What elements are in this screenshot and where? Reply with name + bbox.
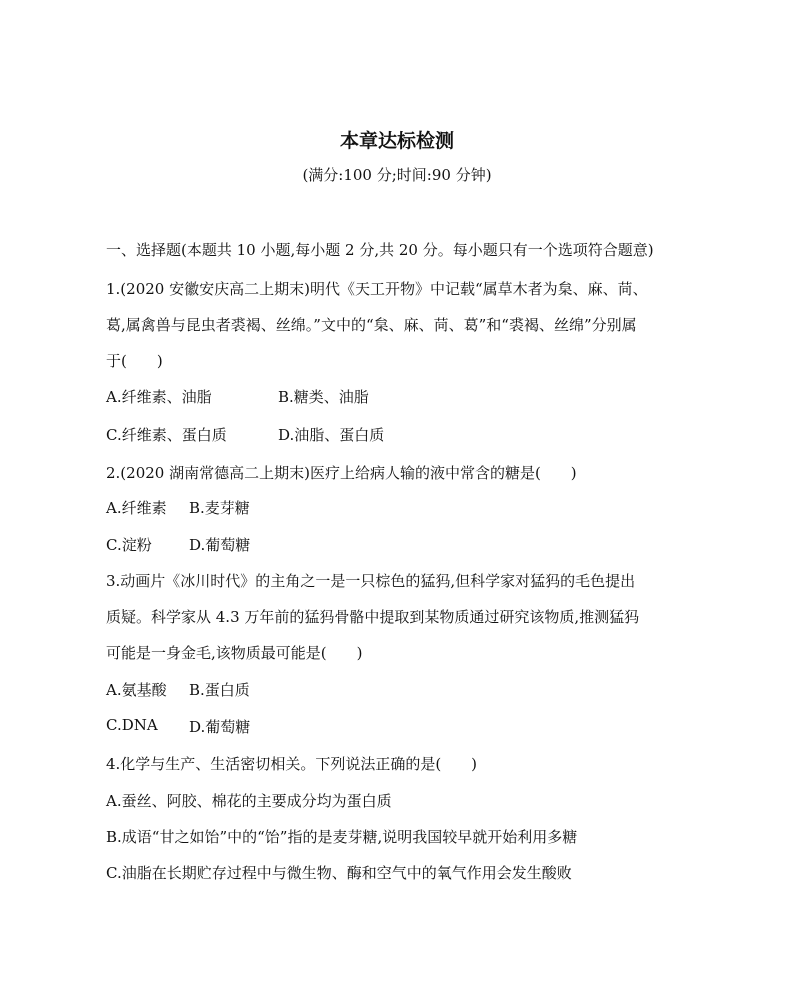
question-4-line-1: 4.化学与生产、生活密切相关。下列说法正确的是( ) (106, 755, 478, 773)
question-4-option-a: A.蚕丝、阿胶、棉花的主要成分均为蛋白质 (106, 792, 392, 810)
question-3-option-c: C.DNA (106, 716, 158, 734)
question-4-option-b: B.成语“甘之如饴”中的“饴”指的是麦芽糖,说明我国较早就开始利用多糖 (106, 828, 578, 846)
question-2-option-a: A.纤维素 (106, 499, 167, 517)
question-1-line-3: 于( ) (106, 352, 163, 370)
question-3-line-1: 3.动画片《冰川时代》的主角之一是一只棕色的猛犸,但科学家对猛犸的毛色提出 (106, 572, 636, 590)
page-subtitle: (满分:100 分;时间:90 分钟) (302, 166, 492, 184)
question-1-line-2: 葛,属禽兽与昆虫者裘褐、丝绵。”文中的“枲、麻、苘、葛”和“裘褐、丝绵”分别属 (106, 316, 637, 334)
question-1-option-c: C.纤维素、蛋白质 (106, 426, 227, 444)
question-3-option-d: D.葡萄糖 (189, 718, 251, 736)
question-3-option-b: B.蛋白质 (189, 681, 250, 699)
question-3-option-a: A.氨基酸 (106, 681, 167, 699)
question-1-option-b: B.糖类、油脂 (278, 388, 369, 406)
question-2-line-1: 2.(2020 湖南常德高二上期末)医疗上给病人输的液中常含的糖是( ) (106, 464, 577, 482)
question-2-option-c: C.淀粉 (106, 536, 152, 554)
question-2-option-b: B.麦芽糖 (189, 499, 250, 517)
question-4-option-c: C.油脂在长期贮存过程中与微生物、酶和空气中的氧气作用会发生酸败 (106, 864, 572, 882)
question-2-option-d: D.葡萄糖 (189, 536, 251, 554)
section-header: 一、选择题(本题共 10 小题,每小题 2 分,共 20 分。每小题只有一个选项符合题意) (106, 241, 654, 259)
question-1-option-d: D.油脂、蛋白质 (278, 426, 385, 444)
question-1-line-1: 1.(2020 安徽安庆高二上期末)明代《天工开物》中记载“属草木者为枲、麻、苘、 (106, 280, 648, 298)
question-3-line-2: 质疑。科学家从 4.3 万年前的猛犸骨骼中提取到某物质通过研究该物质,推测猛犸 (106, 608, 640, 626)
question-3-line-3: 可能是一身金毛,该物质最可能是( ) (106, 644, 363, 662)
page-title: 本章达标检测 (339, 130, 454, 152)
question-1-option-a: A.纤维素、油脂 (106, 388, 212, 406)
